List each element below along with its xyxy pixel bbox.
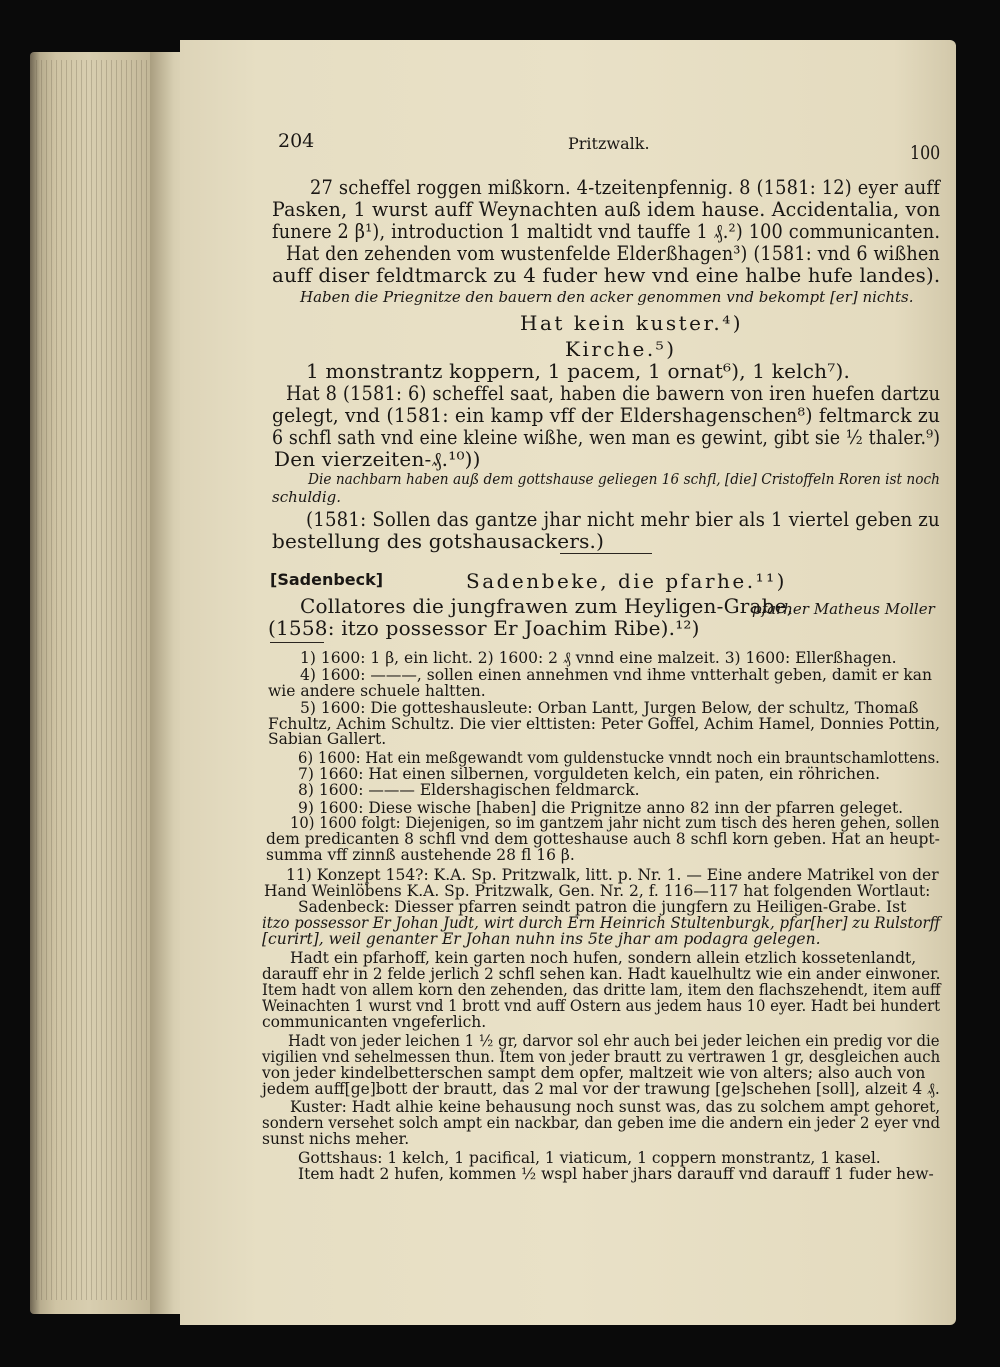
footnote-line-2: 4) 1600: ———, sollen einen annehmen vnd ihme vntterhalt geben, damit er kan bbox=[300, 666, 932, 684]
footnote-line-14: 11) Konzept 154?: K.A. Sp. Pritzwalk, litt. p. Nr. 1. — Eine andere Matrikel von der bbox=[286, 866, 939, 884]
footnote-line-24: Hadt von jeder leichen 1 ½ gr, darvor sol ehr auch bei jeder leichen ein predig vor die bbox=[288, 1032, 940, 1050]
footnote-line-8: 7) 1660: Hat einen silbernen, vorguldeten kelch, ein paten, ein röhrichen. bbox=[298, 765, 881, 783]
running-title: Pritzwalk. bbox=[568, 134, 650, 153]
footnote-line-27: jedem auff[ge]bott der brautt, das 2 mal vor der trawung [ge]schehen [soll], alzeit 4 ₰. bbox=[262, 1080, 940, 1098]
main-line-2: Pasken, 1 wurst auff Weynachten auß idem hause. Accidentalia, von bbox=[272, 197, 941, 221]
italic-note-2-line-1: Die nachbarn haben auß dem gottshause geliegen 16 schfl, [die] Cristoffeln Roren ist noch bbox=[308, 470, 940, 488]
footnote-line-32: Item hadt 2 hufen, kommen ½ wspl haber jhars darauff vnd darauff 1 fuder hew- bbox=[298, 1165, 934, 1183]
kirche-2-line-1: (1581: Sollen das gantze jhar nicht mehr bier als 1 viertel geben zu bbox=[306, 507, 940, 531]
footnote-line-23: communicanten vngeferlich. bbox=[262, 1013, 487, 1031]
footnote-line-12: dem predicanten 8 schfl vnd dem gotteshause auch 8 schfl korn geben. Hat an heupt- bbox=[266, 830, 940, 848]
main-line-4: Hat den zehenden vom wustenfelde Elderßhagen³) (1581: vnd 6 wißhen bbox=[286, 241, 940, 265]
footnote-line-19: Hadt ein pfarhoff, kein garten noch hufen, sondern allein etzlich kossetenlandt, bbox=[290, 949, 917, 967]
footnote-line-26: von jeder kindelbetterschen sampt dem opfer, maltzeit wie von alters; also auch von bbox=[262, 1064, 926, 1082]
footnote-line-9: 8) 1600: ——— Eldershagischen feldmarck. bbox=[298, 781, 640, 799]
section-line-2: (1558: itzo possessor Er Joachim Ribe).¹²) bbox=[268, 616, 700, 640]
heading-kirche: Kirche.⁵) bbox=[565, 337, 677, 361]
section-label-sadenbeck: [Sadenbeck] bbox=[270, 570, 384, 589]
footnote-line-7: 6) 1600: Hat ein meßgewandt vom guldenstucke vnndt noch ein brauntschamlottens. bbox=[298, 749, 940, 767]
footnote-line-29: sondern versehet solch ampt ein nackbar, dan geben ime die andern ein jeder 2 eyer vnd bbox=[262, 1114, 941, 1132]
footnote-line-3: wie andere schuele haltten. bbox=[268, 682, 486, 700]
kirche-line-5: Den vierzeiten-₰.¹⁰)) bbox=[274, 447, 481, 471]
footnote-line-18: [curirt], weil genanter Er Johan nuhn ins 5te jhar am podagra gelegen. bbox=[262, 930, 821, 948]
main-line-1: 27 scheffel roggen mißkorn. 4-tzeitenpfennig. 8 (1581: 12) eyer auff bbox=[310, 175, 940, 199]
section-line-1: Collatores die jungfrawen zum Heyligen-Grabe, bbox=[300, 594, 794, 618]
page-number: 204 bbox=[278, 130, 315, 152]
footnote-line-17: itzo possessor Er Johan Judt, wirt durch Ern Heinrich Stultenburgk, pfar[her] zu Rulstorff bbox=[262, 914, 941, 932]
main-line-5: auff diser feldtmarck zu 4 fuder hew vnd eine halbe hufe landes). bbox=[272, 263, 941, 287]
footnote-line-6: Sabian Gallert. bbox=[268, 730, 387, 748]
kirche-line-4: 6 schfl sath vnd eine kleine wißhe, wen man es gewint, gibt sie ½ thaler.⁹) bbox=[272, 425, 941, 449]
marginal-number: 100 bbox=[910, 142, 941, 164]
footnote-line-10: 9) 1600: Diese wische [haben] die Prignitze anno 82 inn der pfarren geleget. bbox=[298, 799, 904, 817]
section-italic-pfarher: pfarher Matheus Moller bbox=[752, 600, 935, 618]
kirche-line-1: 1 monstrantz koppern, 1 pacem, 1 ornat⁶), 1 kelch⁷). bbox=[306, 359, 851, 383]
kirche-line-2: Hat 8 (1581: 6) scheffel saat, haben die bawern von iren huefen dartzu bbox=[286, 381, 941, 405]
footnote-line-22: Weinachten 1 wurst vnd 1 brott vnd auff Ostern aus jedem haus 10 eyer. Hadt bei hundert bbox=[262, 997, 941, 1015]
footnote-line-16: Sadenbeck: Diesser pfarren seindt patron die jungfern zu Heiligen-Grabe. Ist bbox=[298, 898, 907, 916]
footnote-line-31: Gottshaus: 1 kelch, 1 pacifical, 1 viaticum, 1 coppern monstrantz, 1 kasel. bbox=[298, 1149, 881, 1167]
footnote-line-11: 10) 1600 folgt: Diejenigen, so im gantzem jahr nicht zum tisch des heren gehen, sollen bbox=[290, 814, 940, 832]
footnote-rule bbox=[270, 642, 324, 643]
section-divider bbox=[560, 553, 652, 554]
footnote-line-15: Hand Weinlöbens K.A. Sp. Pritzwalk, Gen. Nr. 2, f. 116—117 hat folgenden Wortlaut: bbox=[264, 882, 931, 900]
footnote-line-25: vigilien vnd sehelmessen thun. Item von jeder brautt zu vertrawen 1 gr, desgleichen auch bbox=[262, 1048, 941, 1066]
italic-note-1: Haben die Priegnitze den bauern den acker genommen vnd bekompt [er] nichts. bbox=[300, 288, 914, 306]
footnote-line-5: Fchultz, Achim Schultz. Die vier elttisten: Peter Goffel, Achim Hamel, Donnies Pottin, bbox=[268, 715, 941, 733]
section-heading: Sadenbeke, die pfarhe.¹¹) bbox=[466, 569, 787, 593]
heading-kuster: Hat kein kuster.⁴) bbox=[520, 311, 744, 335]
footnote-line-21: Item hadt von allem korn den zehenden, das dritte lam, item den flachszehendt, item auff bbox=[262, 981, 941, 999]
footnote-line-28: Kuster: Hadt alhie keine behausung noch sunst was, das zu solchem ampt gehoret, bbox=[290, 1098, 941, 1116]
footnote-line-4: 5) 1600: Die gotteshausleute: Orban Lantt, Jurgen Below, der schultz, Thomaß bbox=[300, 699, 919, 717]
kirche-2-line-2: bestellung des gotshausackers.) bbox=[272, 529, 605, 553]
main-line-3: funere 2 β¹), introduction 1 maltidt vnd tauffe 1 ₰.²) 100 communicanten. bbox=[272, 219, 941, 243]
footnote-line-13: summa vff zinnß austehende 28 fl 16 β. bbox=[266, 846, 575, 864]
page-stack-lines bbox=[36, 60, 154, 1300]
kirche-line-3: gelegt, vnd (1581: ein kamp vff der Eldershagenschen⁸) feltmarck zu bbox=[272, 403, 941, 427]
footnote-line-20: darauff ehr in 2 felde jerlich 2 schfl sehen kan. Hadt kauelhultz wie ein ander einwoner. bbox=[262, 965, 941, 983]
footnote-line-30: sunst nichs meher. bbox=[262, 1130, 410, 1148]
italic-note-2-line-2: schuldig. bbox=[272, 488, 341, 506]
footnote-line-1: 1) 1600: 1 β, ein licht. 2) 1600: 2 ₰ vnnd eine malzeit. 3) 1600: Ellerßhagen. bbox=[300, 649, 897, 667]
